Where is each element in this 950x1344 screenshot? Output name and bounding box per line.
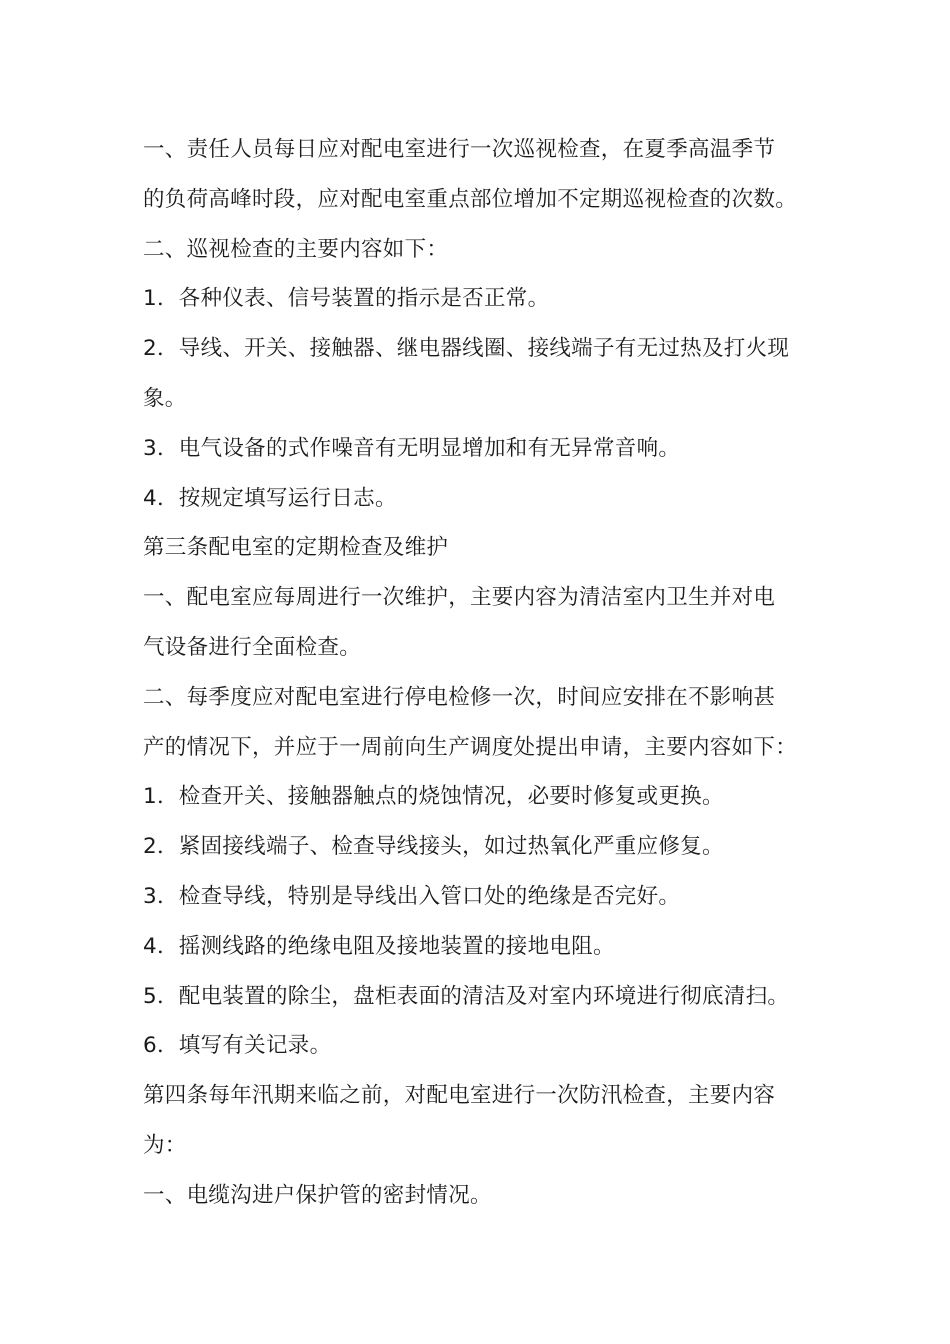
text-line: 2．紧固接线端子、检查导线接头，如过热氧化严重应修复。 [143,834,724,860]
text-line: 二、每季度应对配电室进行停电检修一次，时间应安排在不影响甚 [143,684,776,710]
text-line: 为： [143,1132,187,1158]
text-line: 1．各种仪表、信号装置的指示是否正常。 [143,286,550,312]
text-line: 一、配电室应每周进行一次维护，主要内容为清洁室内卫生并对电 [143,585,776,611]
section-heading: 第四条每年汛期来临之前，对配电室进行一次防汛检查，主要内容 [143,1083,776,1109]
text-line: 5．配电装置的除尘，盘柜表面的清洁及对室内环境进行彻底清扫。 [143,983,790,1009]
text-line: 的负荷高峰时段，应对配电室重点部位增加不定期巡视检查的次数。 [143,186,798,212]
text-line: 产的情况下，并应于一周前向生产调度处提出申请，主要内容如下： [143,734,798,760]
text-line: 3．电气设备的式作噪音有无明显增加和有无异常音响。 [143,435,681,461]
text-line: 象。 [143,385,187,411]
text-line: 4．按规定填写运行日志。 [143,485,397,511]
text-line: 4．摇测线路的绝缘电阻及接地装置的接地电阻。 [143,933,615,959]
text-line: 一、责任人员每日应对配电室进行一次巡视检查，在夏季高温季节 [143,137,776,162]
section-heading: 第三条配电室的定期检查及维护 [143,535,449,561]
text-line: 二、巡视检查的主要内容如下： [143,236,449,262]
document-body [143,125,813,1221]
text-line: 气设备进行全面检查。 [143,634,362,660]
text-line: 6．填写有关记录。 [143,1033,332,1059]
text-line: 3．检查导线，特别是导线出入管口处的绝缘是否完好。 [143,883,681,909]
text-line: 一、电缆沟进户保护管的密封情况。 [143,1182,492,1208]
text-line: 2．导线、开关、接触器、继电器线圈、接线端子有无过热及打火现 [143,336,790,362]
text-line: 1．检查开关、接触器触点的烧蚀情况，必要时修复或更换。 [143,784,724,810]
